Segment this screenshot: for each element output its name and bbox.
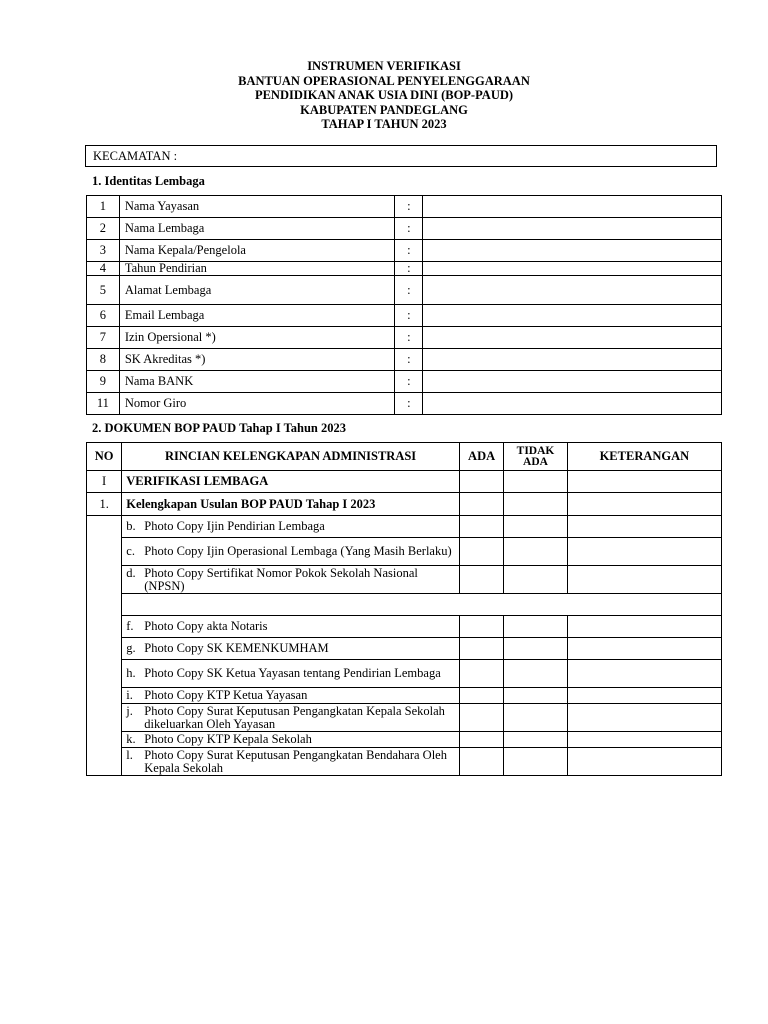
ada-cell[interactable]	[459, 566, 503, 594]
keterangan-cell[interactable]	[567, 616, 721, 638]
keterangan-cell[interactable]	[567, 471, 721, 493]
item-text: Photo Copy SK Ketua Yayasan tentang Pendirian Lembaga	[144, 666, 441, 681]
row-label: Kelengkapan Usulan BOP PAUD Tahap I 2023	[122, 493, 460, 516]
field-value[interactable]	[423, 276, 722, 305]
row-number: 4	[87, 262, 120, 276]
ada-cell[interactable]	[459, 616, 503, 638]
item-row	[87, 748, 722, 776]
kecamatan-field[interactable]	[85, 145, 717, 167]
header-tidak-ada-line1: TIDAK	[516, 444, 555, 457]
identitas-row	[87, 393, 722, 415]
field-value[interactable]	[423, 262, 722, 276]
identitas-row	[87, 327, 722, 349]
item-text: Photo Copy Surat Keputusan Pengangkatan Kepala Sekolah dikeluarkan Oleh Yayasan	[144, 704, 445, 731]
title-line-4: KABUPATEN PANDEGLANG	[300, 102, 468, 117]
item-letter: b.	[126, 519, 136, 534]
item-letter: i.	[126, 688, 133, 703]
keterangan-cell[interactable]	[567, 688, 721, 704]
section-2-heading: 2. DOKUMEN BOP PAUD Tahap I Tahun 2023	[92, 421, 347, 435]
header-tidak-ada	[504, 443, 568, 471]
row-number: 7	[87, 327, 120, 349]
item-text: Photo Copy Ijin Operasional Lembaga (Yang Masih Berlaku)	[144, 544, 452, 559]
header-keterangan: KETERANGAN	[567, 443, 721, 471]
keterangan-cell[interactable]	[567, 538, 721, 566]
row-number: 5	[87, 276, 120, 305]
tidak-ada-cell[interactable]	[504, 538, 568, 566]
identitas-row	[87, 218, 722, 240]
identitas-row	[87, 276, 722, 305]
tidak-ada-cell[interactable]	[504, 704, 568, 732]
keterangan-cell[interactable]	[567, 704, 721, 732]
tidak-ada-cell[interactable]	[504, 516, 568, 538]
item-row	[87, 516, 722, 538]
field-value[interactable]	[423, 240, 722, 262]
field-value[interactable]	[423, 196, 722, 218]
identitas-lembaga-table	[86, 195, 722, 415]
keterangan-cell[interactable]	[567, 516, 721, 538]
item-letter: j.	[126, 704, 133, 718]
tidak-ada-cell[interactable]	[504, 660, 568, 688]
kecamatan-label: KECAMATAN :	[93, 149, 178, 163]
item-cell	[122, 638, 460, 660]
item-row	[87, 660, 722, 688]
blank-row	[87, 594, 722, 616]
item-text: Photo Copy Ijin Pendirian Lembaga	[144, 519, 325, 534]
ada-cell[interactable]	[459, 688, 503, 704]
identitas-row	[87, 305, 722, 327]
item-row	[87, 732, 722, 748]
row-number: I	[87, 471, 122, 493]
ada-cell[interactable]	[459, 493, 503, 516]
field-label: Nama BANK	[119, 371, 395, 393]
ada-cell[interactable]	[459, 516, 503, 538]
item-text: Photo Copy Surat Keputusan Pengangkatan Bendahara Oleh Kepala Sekolah	[144, 748, 447, 775]
title-line-1: INSTRUMEN VERIFIKASI	[307, 59, 461, 73]
item-cell	[122, 748, 460, 776]
empty-no-cell	[87, 516, 122, 776]
item-text: Photo Copy Sertifikat Nomor Pokok Sekolah Nasional (NPSN)	[144, 566, 418, 593]
keterangan-cell[interactable]	[567, 493, 721, 516]
header-rincian: RINCIAN KELENGKAPAN ADMINISTRASI	[122, 443, 460, 471]
field-value[interactable]	[423, 393, 722, 415]
item-cell	[122, 566, 460, 594]
blank-cell	[122, 594, 722, 616]
field-label: SK Akreditas *)	[119, 349, 395, 371]
identitas-row	[87, 196, 722, 218]
item-letter: f.	[126, 619, 134, 634]
field-label: Alamat Lembaga	[119, 276, 395, 305]
field-label: Email Lembaga	[119, 305, 395, 327]
dokumen-table	[86, 442, 722, 776]
item-cell	[122, 704, 460, 732]
colon: :	[395, 262, 423, 276]
field-value[interactable]	[423, 305, 722, 327]
tidak-ada-cell[interactable]	[504, 748, 568, 776]
header-tidak-ada-line2: ADA	[523, 455, 548, 468]
item-text: Photo Copy akta Notaris	[144, 619, 268, 634]
colon: :	[395, 349, 423, 371]
ada-cell[interactable]	[459, 638, 503, 660]
keterangan-cell[interactable]	[567, 566, 721, 594]
tidak-ada-cell[interactable]	[504, 493, 568, 516]
row-number: 8	[87, 349, 120, 371]
item-row	[87, 704, 722, 732]
section-row	[87, 493, 722, 516]
field-label: Nama Yayasan	[119, 196, 395, 218]
row-number: 11	[87, 393, 120, 415]
field-value[interactable]	[423, 349, 722, 371]
keterangan-cell[interactable]	[567, 732, 721, 748]
item-letter: d.	[126, 566, 136, 580]
item-row	[87, 566, 722, 594]
title-line-3: PENDIDIKAN ANAK USIA DINI (BOP-PAUD)	[254, 88, 514, 103]
field-label: Nama Lembaga	[119, 218, 395, 240]
item-letter: g.	[126, 641, 136, 656]
ada-cell[interactable]	[459, 748, 503, 776]
row-number: 9	[87, 371, 120, 393]
item-cell	[122, 660, 460, 688]
colon: :	[395, 240, 423, 262]
field-value[interactable]	[423, 327, 722, 349]
item-cell	[122, 516, 460, 538]
item-cell	[122, 538, 460, 566]
field-label: Izin Opersional *)	[119, 327, 395, 349]
item-letter: l.	[126, 748, 133, 762]
item-text: Photo Copy SK KEMENKUMHAM	[144, 641, 329, 656]
item-text: Photo Copy KTP Ketua Yayasan	[144, 688, 308, 703]
field-label: Nama Kepala/Pengelola	[119, 240, 395, 262]
item-cell	[122, 616, 460, 638]
row-number: 3	[87, 240, 120, 262]
item-cell	[122, 688, 460, 704]
colon: :	[395, 196, 423, 218]
ada-cell[interactable]	[459, 732, 503, 748]
item-row	[87, 688, 722, 704]
row-label: VERIFIKASI LEMBAGA	[122, 471, 460, 493]
item-row	[87, 616, 722, 638]
colon: :	[395, 371, 423, 393]
title-line-5: TAHAP I TAHUN 2023	[321, 117, 447, 132]
row-number: 6	[87, 305, 120, 327]
colon: :	[395, 218, 423, 240]
row-number: 2	[87, 218, 120, 240]
field-value[interactable]	[423, 218, 722, 240]
item-letter: h.	[126, 666, 136, 681]
title-line-2: BANTUAN OPERASIONAL PENYELENGGARAAN	[238, 73, 530, 88]
item-letter: k.	[126, 732, 136, 747]
item-letter: c.	[126, 544, 135, 559]
keterangan-cell[interactable]	[567, 638, 721, 660]
document-title	[0, 59, 768, 132]
ada-cell[interactable]	[459, 538, 503, 566]
identitas-row	[87, 371, 722, 393]
identitas-row	[87, 349, 722, 371]
header-row	[87, 443, 722, 471]
item-text: Photo Copy KTP Kepala Sekolah	[144, 732, 312, 747]
header-ada: ADA	[459, 443, 503, 471]
row-number: 1	[87, 196, 120, 218]
identitas-row	[87, 262, 722, 276]
section-row	[87, 471, 722, 493]
identitas-row	[87, 240, 722, 262]
item-row	[87, 538, 722, 566]
field-label: Tahun Pendirian	[119, 262, 395, 276]
ada-cell[interactable]	[459, 704, 503, 732]
colon: :	[395, 276, 423, 305]
tidak-ada-cell[interactable]	[504, 566, 568, 594]
section-1-heading: 1. Identitas Lembaga	[92, 174, 205, 188]
field-value[interactable]	[423, 371, 722, 393]
keterangan-cell[interactable]	[567, 660, 721, 688]
tidak-ada-cell[interactable]	[504, 638, 568, 660]
colon: :	[395, 305, 423, 327]
tidak-ada-cell[interactable]	[504, 688, 568, 704]
field-label: Nomor Giro	[119, 393, 395, 415]
ada-cell[interactable]	[459, 471, 503, 493]
tidak-ada-cell[interactable]	[504, 471, 568, 493]
header-no: NO	[87, 443, 122, 471]
ada-cell[interactable]	[459, 660, 503, 688]
tidak-ada-cell[interactable]	[504, 732, 568, 748]
tidak-ada-cell[interactable]	[504, 616, 568, 638]
row-number: 1.	[87, 493, 122, 516]
keterangan-cell[interactable]	[567, 748, 721, 776]
colon: :	[395, 327, 423, 349]
item-cell	[122, 732, 460, 748]
item-row	[87, 638, 722, 660]
colon: :	[395, 393, 423, 415]
